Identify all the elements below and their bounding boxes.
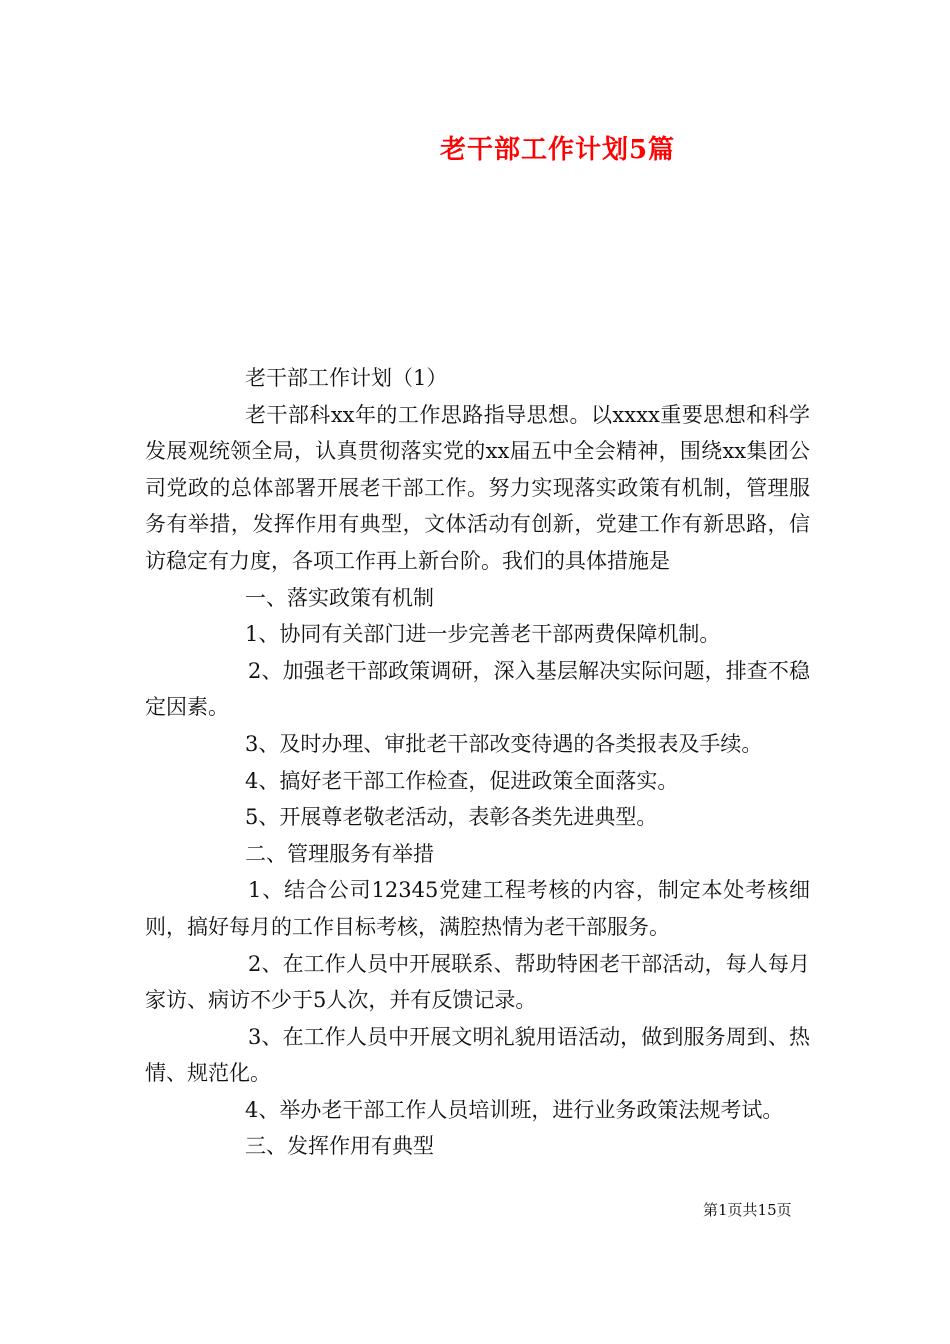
document-body xyxy=(145,360,810,1165)
list-item: 2、加强老干部政策调研，深入基层解决实际问题，排查不稳定因素。 xyxy=(145,658,810,720)
list-item: 4、搞好老干部工作检查，促进政策全面落实。 xyxy=(245,768,679,793)
section-heading: 一、落实政策有机制 xyxy=(245,585,434,610)
list-item: 5、开展尊老敬老活动，表彰各类先进典型。 xyxy=(245,805,658,830)
section-heading: 三、发挥作用有典型 xyxy=(245,1134,434,1159)
section-heading: 二、管理服务有举措 xyxy=(245,841,434,866)
list-item: 1、结合公司12345党建工程考核的内容，制定本处考核细则，搞好每月的工作目标考核，满腔热情为老干部服务。 xyxy=(145,878,810,939)
list-item: 2、在工作人员中开展联系、帮助特困老干部活动，每人每月家访、病访不少于5人次，并有反馈记录。 xyxy=(145,951,810,1013)
body-paragraph: 老干部科xx年的工作思路指导思想。以xxxx重要思想和科学发展观统领全局，认真贯彻落实党的xx届五中全会精神，围绕xx集团公司党政的总体部署开展老干部工作。努力实现落实政策有机制，管理服务有举措，发挥作用有典型，文体活动有创新，党建工作有新思路，信访稳定有力度，各项工作再上新台阶。我们的具体措施是 xyxy=(145,402,810,573)
list-item: 3、及时办理、审批老干部改变待遇的各类报表及手续。 xyxy=(245,731,763,756)
section-heading: 老干部工作计划（1） xyxy=(245,366,448,390)
list-item: 4、举办老干部工作人员培训班，进行业务政策法规考试。 xyxy=(245,1097,784,1122)
document-title: 老干部工作计划5篇 xyxy=(439,135,676,165)
list-item: 1、协同有关部门进一步完善老干部两费保障机制。 xyxy=(245,622,721,647)
page-number: 第1页共15页 xyxy=(703,1201,792,1219)
list-item: 3、在工作人员中开展文明礼貌用语活动，做到服务周到、热情、规范化。 xyxy=(145,1024,810,1086)
